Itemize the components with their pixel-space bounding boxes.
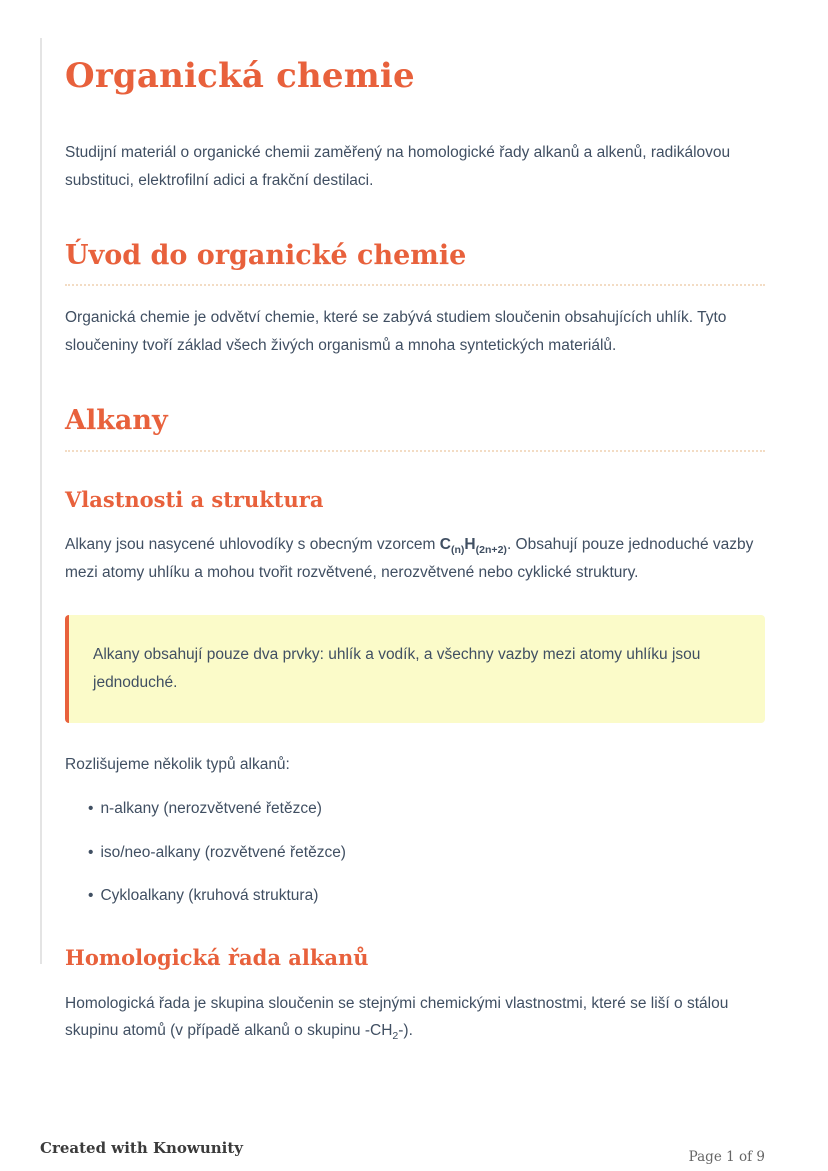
types-intro-paragraph: Rozlišujeme několik typů alkanů:	[65, 755, 290, 773]
subsection-heading-homologicka: Homologická řada alkanů	[65, 945, 369, 971]
formula-c-subscript: (n)	[450, 544, 465, 557]
formula-following-text: . Obsahují pouze jednoduché vazby mezi atomy uhlíku a mohou tvořit rozvětvené, nerozvětvené nebo cyklické struktury.	[65, 536, 754, 582]
list-item-text: Cykloalkany (kruhová struktura)	[100, 887, 319, 905]
page-title: Organická chemie	[65, 56, 415, 96]
footer-branding: Created with Knowunity	[40, 1139, 243, 1157]
bullet-icon: •	[88, 887, 94, 905]
list-item-text: iso/neo-alkany (rozvětvené řetězce)	[100, 843, 346, 861]
list-item	[88, 839, 765, 867]
footer-page-number: Page 1 of 9	[688, 1149, 765, 1165]
section-heading-uvod: Úvod do organické chemie	[65, 239, 765, 287]
bullet-icon: •	[88, 843, 94, 861]
formula-h-subscript: (2n+2)	[475, 544, 507, 557]
formula-intro-text: Alkany jsou nasycené uhlovodíky s obecným vzorcem	[65, 536, 440, 554]
uvod-paragraph: Organická chemie je odvětví chemie, které se zabývá studiem sloučenin obsahujících uhlík. Tyto sloučeniny tvoří základ všech živých organismů a mnoha syntetických materiálů.	[65, 309, 727, 355]
list-item	[88, 882, 765, 910]
homologicka-paragraph	[65, 990, 765, 1046]
section-heading-alkany: Alkany	[65, 404, 765, 452]
alkane-general-formula	[439, 536, 507, 557]
homologicka-text-before: Homologická řada je skupina sloučenin se stejnými chemickými vlastnostmi, které se liší o stálou skupinu atomů (v případě alkanů o skupinu -CH	[65, 994, 729, 1040]
bullet-icon: •	[88, 799, 94, 817]
formula-h: H	[464, 536, 476, 554]
subsection-heading-vlastnosti: Vlastnosti a struktura	[65, 486, 324, 512]
list-item-text: n-alkany (nerozvětvené řetězce)	[100, 799, 322, 817]
formula-c: C	[439, 536, 451, 554]
intro-paragraph: Studijní materiál o organické chemii zaměřený na homologické řady alkanů a alkenů, radikálovou substituci, elektrofilní adici a frakční destilaci.	[65, 143, 731, 189]
list-item	[88, 795, 765, 823]
ch2-subscript: 2	[392, 1030, 399, 1043]
callout-note	[65, 615, 765, 723]
alkane-types-list	[65, 795, 765, 911]
vlastnosti-paragraph	[65, 531, 765, 587]
callout-text: Alkany obsahují pouze dva prvky: uhlík a vodík, a všechny vazby mezi atomy uhlíku jsou jednoduché.	[93, 645, 701, 691]
homologicka-text-after: -).	[398, 1022, 413, 1040]
